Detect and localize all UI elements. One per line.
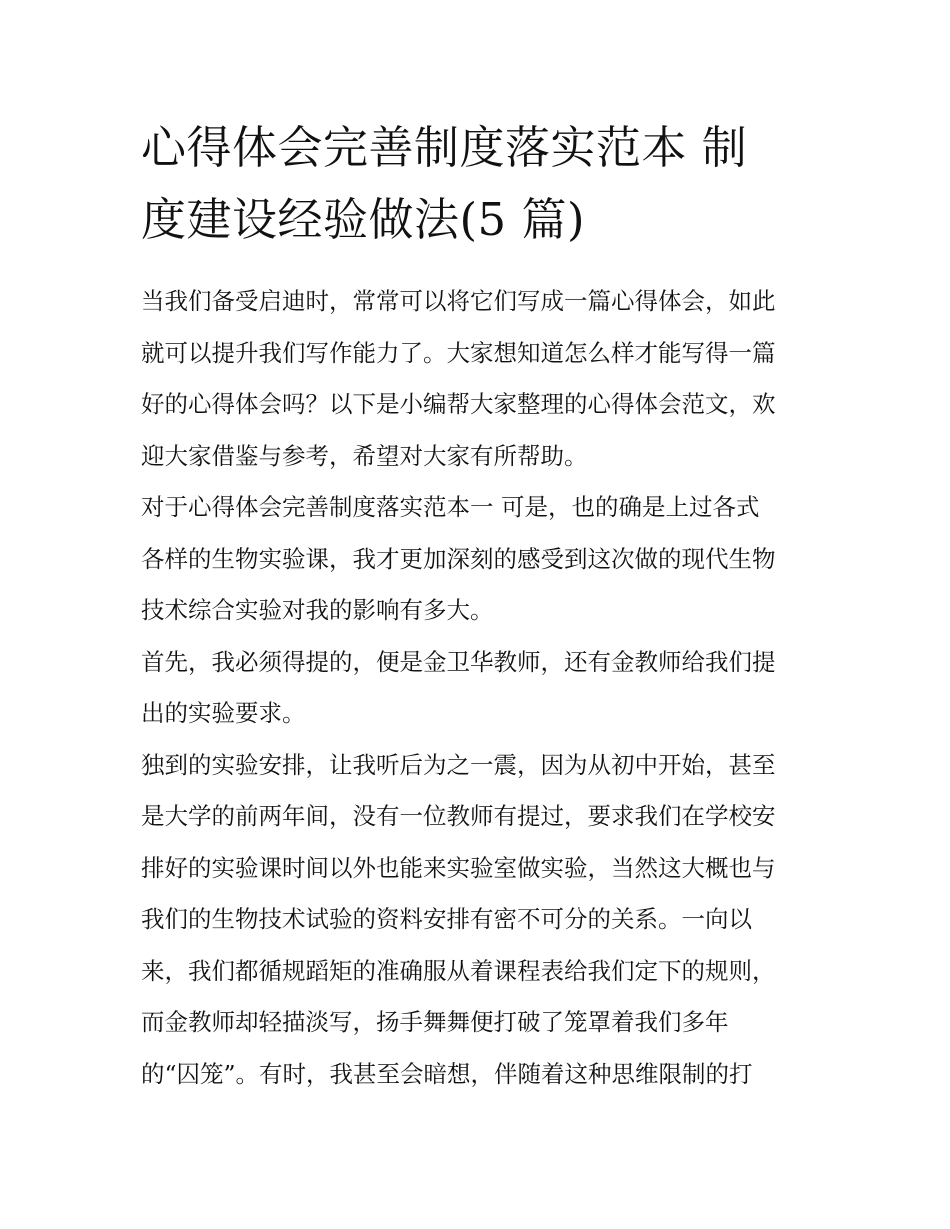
text-line: 首先，我必须得提的，便是金卫华教师，还有金教师给我们提 (141, 647, 776, 676)
text-line: 就可以提升我们写作能力了。大家想知道怎么样才能写得一篇 (141, 338, 776, 367)
text-line: 是大学的前两年间，没有一位教师有提过，要求我们在学校安 (141, 802, 776, 830)
text-line: 当我们备受启迪时，常常可以将它们写成一篇心得体会，如此 (141, 287, 776, 315)
document-body (141, 276, 821, 1100)
text-line: 对于心得体会完善制度落实范本一 可是，也的确是上过各式 (141, 493, 760, 521)
text-line: 排好的实验课时间以外也能来实验室做实验，当然这大概也与 (141, 853, 776, 882)
text-line: 的“囚笼”。有时，我甚至会暗想，伴随着这种思维限制的打 (141, 1059, 753, 1088)
document-title (141, 112, 821, 256)
text-line: 而金教师却轻描淡写，扬手舞舞便打破了笼罩着我们多年 (141, 1008, 729, 1036)
title-line: 度建设经验做法(5 篇) (141, 193, 586, 246)
text-line: 独到的实验安排，让我听后为之一震，因为从初中开始，甚至 (141, 750, 776, 779)
text-line: 来，我们都循规蹈矩的准确服从着课程表给我们定下的规则， (141, 956, 776, 985)
text-line: 迎大家借鉴与参考，希望对大家有所帮助。 (141, 441, 588, 470)
text-line: 我们的生物技术试验的资料安排有密不可分的关系。一向以 (141, 905, 752, 933)
text-line: 技术综合实验对我的影响有多大。 (141, 596, 494, 624)
text-line: 好的心得体会吗？以下是小编帮大家整理的心得体会范文，欢 (141, 390, 776, 418)
text-line: 出的实验要求。 (141, 699, 306, 727)
title-line: 心得体会完善制度落实范本 制 (141, 121, 748, 174)
text-line: 各样的生物实验课，我才更加深刻的感受到这次做的现代生物 (141, 544, 776, 573)
